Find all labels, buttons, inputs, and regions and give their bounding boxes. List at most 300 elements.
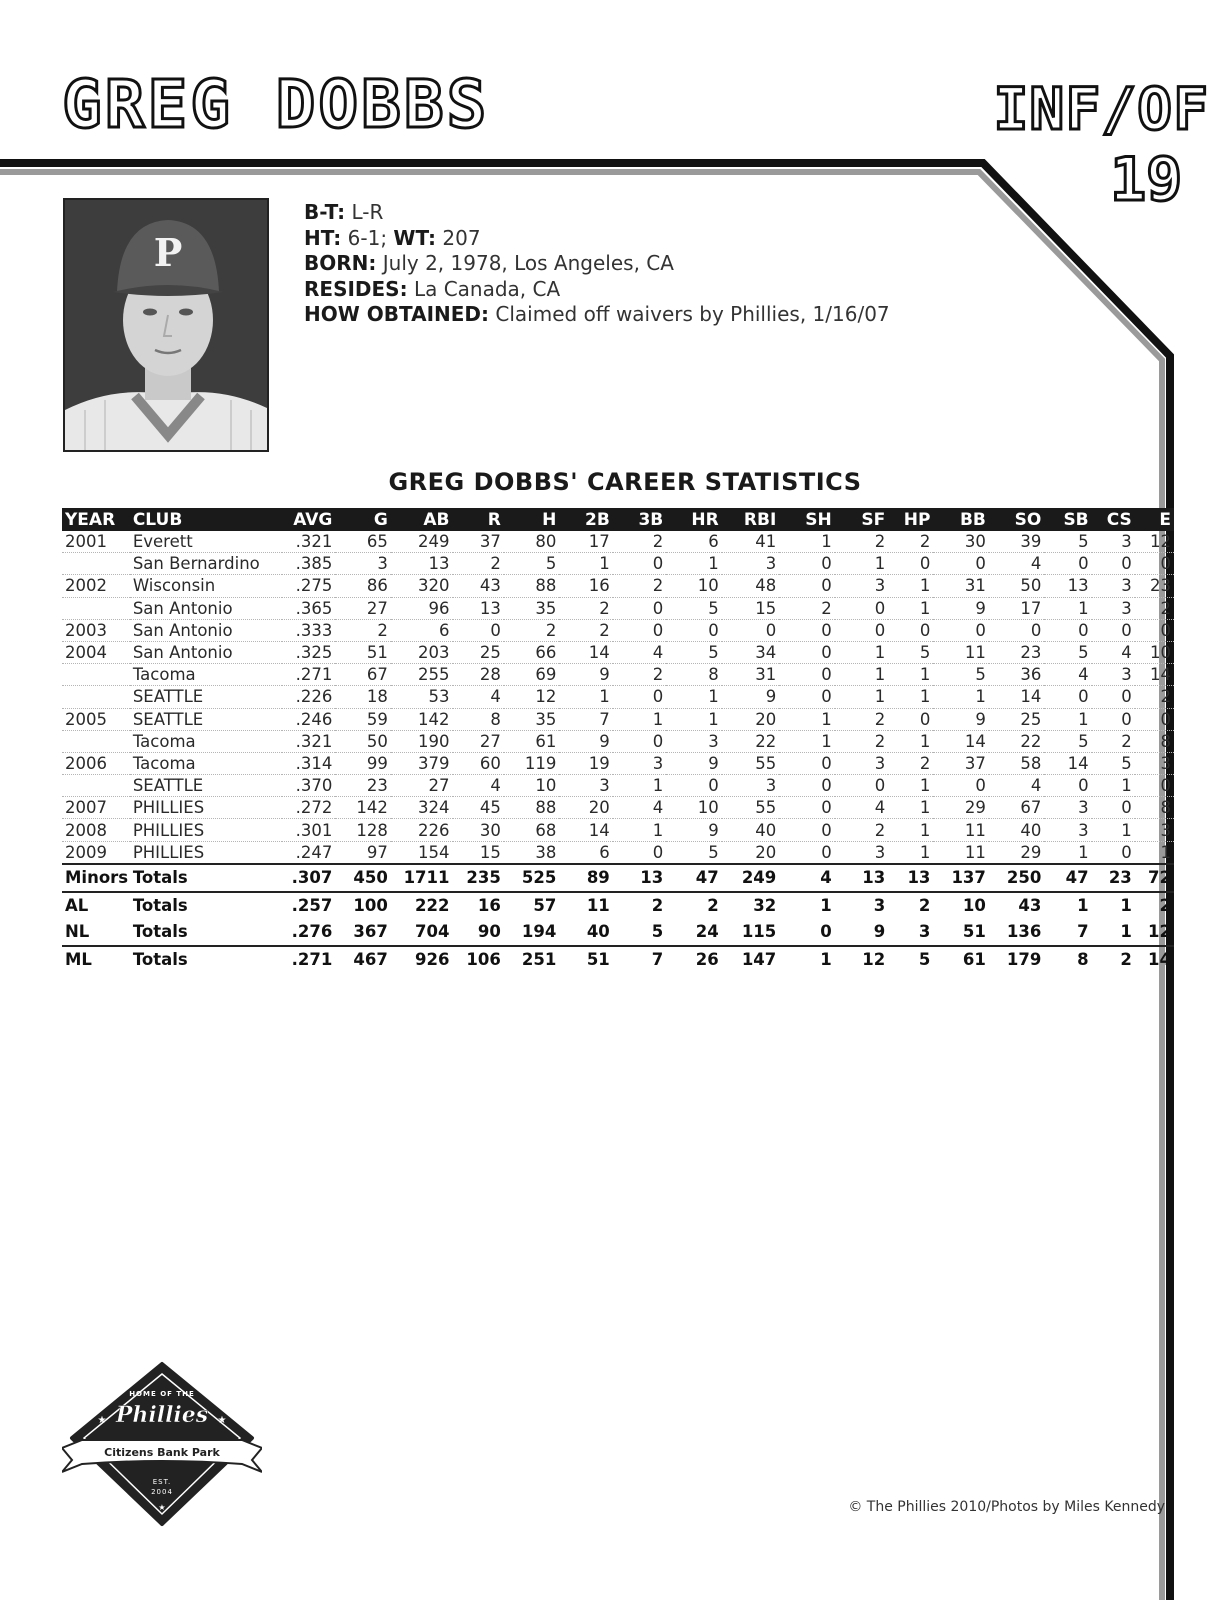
table-cell: 0 (888, 708, 933, 730)
table-cell: 5 (933, 664, 988, 686)
table-cell: 1 (1044, 841, 1091, 864)
table-cell: PHILLIES (130, 841, 282, 864)
totals-row (62, 946, 1174, 973)
table-cell: 1 (666, 708, 721, 730)
table-cell: .333 (282, 619, 335, 641)
column-header: H (504, 508, 559, 531)
table-cell: 0 (1092, 708, 1135, 730)
table-cell: 1 (613, 819, 666, 841)
table-cell: 17 (559, 531, 612, 553)
table-cell: 2 (453, 553, 504, 575)
column-header: HP (888, 508, 933, 531)
table-cell: 8 (1135, 730, 1174, 752)
table-cell: 320 (391, 575, 453, 597)
table-cell: Totals (130, 864, 282, 892)
table-cell: 0 (1135, 775, 1174, 797)
table-cell: 28 (453, 664, 504, 686)
table-cell: 1 (613, 708, 666, 730)
table-cell: 20 (722, 841, 780, 864)
table-cell: 50 (989, 575, 1044, 597)
table-cell: 3 (722, 553, 780, 575)
table-cell: Wisconsin (130, 575, 282, 597)
table-cell: 179 (1006, 950, 1042, 970)
table-cell: 106 (466, 950, 501, 970)
player-position: INF/OF (993, 75, 1209, 143)
table-cell: 1 (1092, 819, 1135, 841)
career-stats-table (62, 508, 1174, 973)
table-cell: 13 (391, 553, 453, 575)
table-cell: .301 (282, 819, 335, 841)
table-cell: 20 (722, 708, 780, 730)
table-cell: .247 (282, 841, 335, 864)
table-cell (62, 664, 130, 686)
table-cell (62, 730, 130, 752)
table-cell: 55 (722, 797, 780, 819)
table-cell: 23 (1135, 575, 1174, 597)
table-row (62, 641, 1174, 663)
table-cell: 1 (888, 819, 933, 841)
table-cell: 0 (1092, 797, 1135, 819)
svg-text:Phillies: Phillies (115, 1402, 209, 1428)
table-cell: 0 (835, 597, 888, 619)
table-cell: 47 (1044, 864, 1091, 892)
table-cell: 2 (335, 619, 390, 641)
table-cell: 0 (1044, 775, 1091, 797)
table-cell: 51 (335, 641, 390, 663)
table-cell: 2005 (62, 708, 130, 730)
table-cell: .276 (282, 919, 335, 946)
table-cell: SEATTLE (130, 708, 282, 730)
table-cell: 4 (835, 797, 888, 819)
table-cell: 704 (391, 919, 453, 946)
table-cell: 31 (722, 664, 780, 686)
table-cell: 12 (1135, 531, 1174, 553)
table-cell: 10 (504, 775, 559, 797)
table-cell: 1 (559, 686, 612, 708)
table-cell: .257 (291, 896, 333, 916)
table-cell: 0 (779, 575, 834, 597)
table-cell: 57 (533, 896, 557, 916)
table-cell: 3 (1044, 819, 1091, 841)
table-cell: 13 (835, 864, 888, 892)
table-cell: 30 (933, 531, 988, 553)
table-cell: 7 (651, 950, 664, 970)
bio-resides: RESIDES: La Canada, CA (304, 276, 561, 301)
table-cell: 0 (989, 619, 1044, 641)
photo-credit: © The Phillies 2010/Photos by Miles Kennedy (848, 1499, 1165, 1515)
table-cell: 4 (989, 775, 1044, 797)
table-cell: 0 (779, 664, 834, 686)
table-cell: 0 (453, 619, 504, 641)
player-bio (304, 200, 890, 328)
table-cell: 86 (335, 575, 390, 597)
table-cell: 2 (1120, 950, 1132, 970)
table-cell: 142 (391, 708, 453, 730)
table-cell: 3 (835, 575, 888, 597)
svg-text:Citizens Bank Park: Citizens Bank Park (104, 1446, 220, 1459)
table-cell: 525 (504, 864, 559, 892)
table-cell: 9 (835, 919, 888, 946)
table-cell: 58 (989, 752, 1044, 774)
table-cell: 37 (453, 531, 504, 553)
table-cell: 14 (1148, 950, 1171, 970)
table-cell: 5 (1044, 531, 1091, 553)
table-cell: 249 (391, 531, 453, 553)
column-header: E (1135, 508, 1174, 531)
table-cell: 0 (1135, 553, 1174, 575)
table-cell: 26 (695, 950, 719, 970)
table-cell: 97 (335, 841, 390, 864)
table-cell: 23 (1092, 864, 1135, 892)
table-cell: 0 (1092, 553, 1135, 575)
table-cell: 3 (1135, 819, 1174, 841)
table-cell: 3 (722, 775, 780, 797)
table-cell: 0 (613, 619, 666, 641)
table-cell: 222 (415, 896, 450, 916)
table-cell: 99 (335, 752, 390, 774)
table-cell: 0 (779, 752, 834, 774)
table-cell: 40 (989, 819, 1044, 841)
table-cell: 88 (504, 575, 559, 597)
table-cell: 10 (666, 575, 721, 597)
table-cell: 40 (559, 919, 612, 946)
table-cell: 96 (391, 597, 453, 619)
table-cell: 2003 (62, 619, 130, 641)
player-name: GREG DOBBS (62, 66, 490, 143)
table-cell: 4 (613, 797, 666, 819)
table-cell: 1 (820, 896, 832, 916)
stats-header-row (62, 508, 1174, 531)
table-cell: 90 (453, 919, 504, 946)
table-cell: 8 (1077, 950, 1089, 970)
svg-text:★: ★ (158, 1503, 166, 1512)
table-cell: 1 (1135, 841, 1174, 864)
table-cell: 0 (722, 619, 780, 641)
table-cell: 35 (504, 708, 559, 730)
table-cell: 43 (1018, 896, 1042, 916)
table-cell: San Antonio (130, 619, 282, 641)
table-cell: 16 (559, 575, 612, 597)
table-row (62, 531, 1174, 553)
table-cell: 190 (391, 730, 453, 752)
table-cell: 5 (504, 553, 559, 575)
table-cell (62, 686, 130, 708)
table-cell: 61 (504, 730, 559, 752)
table-cell: 3 (559, 775, 612, 797)
table-cell: 1 (666, 553, 721, 575)
table-cell: 3 (613, 752, 666, 774)
table-cell: 0 (613, 841, 666, 864)
table-row (62, 553, 1174, 575)
table-cell: 249 (722, 864, 780, 892)
table-cell: 0 (1044, 553, 1091, 575)
table-cell: 25 (989, 708, 1044, 730)
table-cell: 1 (1077, 896, 1089, 916)
table-cell: 9 (722, 686, 780, 708)
table-row (62, 841, 1174, 864)
table-cell: 2 (651, 896, 664, 916)
table-cell: 3 (666, 730, 721, 752)
jersey-number: 19 (1110, 145, 1183, 215)
table-cell: 250 (989, 864, 1044, 892)
table-row (62, 775, 1174, 797)
table-cell: 13 (888, 864, 933, 892)
table-cell: 154 (391, 841, 453, 864)
table-cell: 4 (1092, 641, 1135, 663)
table-cell: 1 (1120, 896, 1132, 916)
table-cell: 5 (666, 641, 721, 663)
table-cell: 137 (933, 864, 988, 892)
table-cell: PHILLIES (130, 819, 282, 841)
table-cell: 1 (888, 664, 933, 686)
table-cell: 60 (453, 752, 504, 774)
table-cell: 48 (722, 575, 780, 597)
table-cell: 0 (613, 730, 666, 752)
table-cell: 0 (933, 553, 988, 575)
table-row (62, 575, 1174, 597)
table-cell: 1 (559, 553, 612, 575)
table-cell: 89 (559, 864, 612, 892)
table-cell: 4 (779, 864, 834, 892)
table-cell: 1 (835, 553, 888, 575)
svg-text:★: ★ (217, 1415, 227, 1426)
table-cell: 379 (391, 752, 453, 774)
table-cell: 72 (1135, 864, 1174, 892)
table-cell: 3 (835, 752, 888, 774)
table-cell: 16 (477, 896, 501, 916)
table-cell: 68 (504, 819, 559, 841)
table-cell: 0 (835, 775, 888, 797)
table-cell: 0 (779, 775, 834, 797)
table-cell: 14 (559, 819, 612, 841)
table-cell: 1 (1044, 597, 1091, 619)
table-cell: 0 (1135, 619, 1174, 641)
column-header: RBI (722, 508, 780, 531)
bio-how-obtained: HOW OBTAINED: Claimed off waivers by Phillies, 1/16/07 (304, 302, 890, 326)
table-cell: 27 (335, 597, 390, 619)
table-cell: 29 (933, 797, 988, 819)
column-header: 3B (613, 508, 666, 531)
table-cell: 5 (918, 950, 931, 970)
table-cell: 47 (666, 864, 721, 892)
table-cell: 35 (504, 597, 559, 619)
svg-text:2004: 2004 (151, 1488, 173, 1496)
table-cell: 1 (933, 686, 988, 708)
table-cell: 0 (666, 775, 721, 797)
stats-title: GREG DOBBS' CAREER STATISTICS (388, 468, 862, 496)
table-cell: 2 (613, 531, 666, 553)
table-cell: 6 (666, 531, 721, 553)
table-cell (62, 597, 130, 619)
table-cell: 13 (613, 864, 666, 892)
table-cell: 29 (989, 841, 1044, 864)
table-cell: 2 (559, 597, 612, 619)
table-cell: 12 (1135, 919, 1174, 946)
table-cell: 1 (888, 841, 933, 864)
player-headshot (63, 198, 269, 452)
table-cell: 11 (933, 819, 988, 841)
table-cell: 3 (835, 841, 888, 864)
table-cell: 2 (835, 819, 888, 841)
table-cell: 0 (888, 619, 933, 641)
table-cell: San Antonio (130, 597, 282, 619)
table-cell: 5 (666, 597, 721, 619)
svg-text:★: ★ (97, 1415, 107, 1426)
table-cell: 2001 (62, 531, 130, 553)
table-cell: 3 (1044, 797, 1091, 819)
table-cell: 1 (888, 597, 933, 619)
column-header: SB (1044, 508, 1091, 531)
table-cell: 5 (1092, 752, 1135, 774)
table-cell: 1 (835, 664, 888, 686)
column-header: SO (989, 508, 1044, 531)
table-cell: 14 (989, 686, 1044, 708)
table-cell: 1 (888, 730, 933, 752)
bio-born: BORN: July 2, 1978, Los Angeles, CA (304, 251, 674, 275)
table-cell: 0 (1135, 708, 1174, 730)
column-header: G (335, 508, 390, 531)
table-cell: 51 (586, 950, 610, 970)
table-cell (62, 775, 130, 797)
table-cell: 1 (888, 575, 933, 597)
table-cell: 11 (586, 896, 610, 916)
table-cell: 2 (707, 896, 719, 916)
table-cell: 0 (779, 919, 834, 946)
table-cell: 30 (453, 819, 504, 841)
table-cell: 3 (888, 919, 933, 946)
table-cell: 2 (918, 896, 931, 916)
table-cell: 0 (933, 619, 988, 641)
table-cell: PHILLIES (130, 797, 282, 819)
table-cell: 1 (779, 708, 834, 730)
table-cell: 1 (613, 775, 666, 797)
table-cell: Totals (132, 950, 188, 970)
table-cell: 3 (1092, 597, 1135, 619)
column-header: 2B (559, 508, 612, 531)
table-cell: 9 (666, 752, 721, 774)
table-cell: 0 (835, 619, 888, 641)
table-cell: 1711 (391, 864, 453, 892)
table-cell: 3 (335, 553, 390, 575)
table-cell: 67 (989, 797, 1044, 819)
table-cell: Tacoma (130, 752, 282, 774)
table-cell: 4 (453, 775, 504, 797)
table-cell: 38 (504, 841, 559, 864)
table-cell: 14 (1135, 664, 1174, 686)
table-cell: 203 (391, 641, 453, 663)
column-header: AVG (282, 508, 335, 531)
table-cell: .307 (282, 864, 335, 892)
table-cell (62, 553, 130, 575)
table-cell: 31 (933, 575, 988, 597)
table-cell: 0 (779, 553, 834, 575)
totals-row (62, 919, 1174, 946)
table-cell: 65 (335, 531, 390, 553)
table-cell: 1 (1044, 708, 1091, 730)
bio-height-weight: HT: 6-1; WT: 207 (304, 225, 481, 250)
table-cell: 43 (453, 575, 504, 597)
table-cell: 4 (989, 553, 1044, 575)
table-cell: 1 (820, 950, 832, 970)
table-cell: 53 (391, 686, 453, 708)
table-cell: 255 (391, 664, 453, 686)
table-cell: 2 (504, 619, 559, 641)
table-cell: 36 (989, 664, 1044, 686)
table-cell: 2 (1135, 597, 1174, 619)
table-cell: San Antonio (130, 641, 282, 663)
table-cell: 2 (888, 531, 933, 553)
table-cell: 1 (888, 797, 933, 819)
table-cell: 0 (779, 619, 834, 641)
table-row (62, 664, 1174, 686)
table-cell: .370 (282, 775, 335, 797)
table-cell: 15 (453, 841, 504, 864)
table-cell: .271 (291, 950, 333, 970)
table-cell: 136 (989, 919, 1044, 946)
table-cell: 1 (779, 730, 834, 752)
table-row (62, 708, 1174, 730)
table-cell: 1 (835, 686, 888, 708)
table-cell: 1 (666, 686, 721, 708)
table-cell: 3 (1092, 664, 1135, 686)
table-cell: 8 (666, 664, 721, 686)
table-cell: 9 (933, 708, 988, 730)
table-cell: 1 (835, 641, 888, 663)
table-cell: 926 (415, 950, 450, 970)
table-cell: 45 (453, 797, 504, 819)
table-cell: 14 (1044, 752, 1091, 774)
table-cell: 2 (559, 619, 612, 641)
table-cell: Tacoma (130, 664, 282, 686)
table-cell: 2 (779, 597, 834, 619)
table-cell: 0 (1044, 686, 1091, 708)
table-cell: 0 (779, 841, 834, 864)
table-cell: 80 (504, 531, 559, 553)
table-cell: 32 (753, 896, 777, 916)
table-cell: .275 (282, 575, 335, 597)
table-cell: 9 (666, 819, 721, 841)
table-cell: 34 (722, 641, 780, 663)
table-cell: 5 (1044, 730, 1091, 752)
column-header: SH (779, 508, 834, 531)
table-cell: 1 (1092, 775, 1135, 797)
table-cell: 4 (453, 686, 504, 708)
table-cell: .246 (282, 708, 335, 730)
table-cell: 0 (779, 797, 834, 819)
table-cell: .385 (282, 553, 335, 575)
table-cell: ML (65, 950, 92, 970)
table-cell: 194 (504, 919, 559, 946)
table-cell: 367 (335, 919, 390, 946)
table-row (62, 597, 1174, 619)
table-cell: 2 (1135, 686, 1174, 708)
table-cell: 0 (613, 597, 666, 619)
table-cell: .226 (282, 686, 335, 708)
table-cell: 69 (504, 664, 559, 686)
table-cell: 39 (989, 531, 1044, 553)
table-cell: 2007 (62, 797, 130, 819)
table-cell: .271 (282, 664, 335, 686)
table-cell: 2 (613, 664, 666, 686)
table-cell: .325 (282, 641, 335, 663)
table-cell: 27 (453, 730, 504, 752)
table-cell: .314 (282, 752, 335, 774)
table-cell: 142 (335, 797, 390, 819)
table-cell: 119 (504, 752, 559, 774)
table-cell: 13 (453, 597, 504, 619)
table-cell: 22 (722, 730, 780, 752)
table-cell: 2 (835, 730, 888, 752)
